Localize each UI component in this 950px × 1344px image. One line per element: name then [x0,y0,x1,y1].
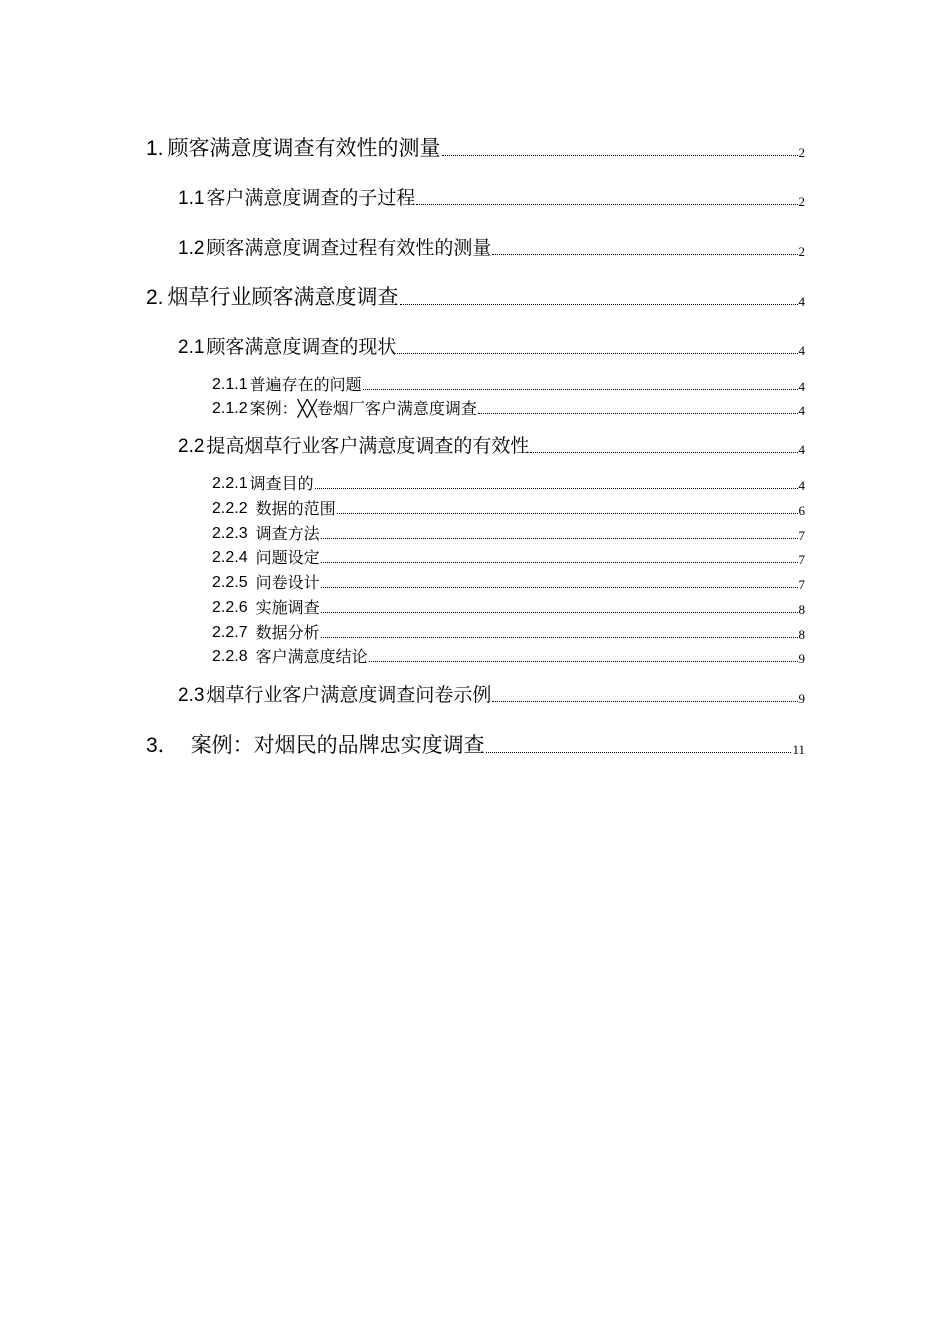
toc-entry-page: 2 [798,145,805,160]
toc-leader-dots [530,452,797,453]
toc-entry[interactable] [212,649,805,665]
toc-entry-title: 顾客满意度调查的现状 [206,336,397,358]
toc-leader-dots [321,612,798,613]
toc-entry-page: 2 [798,244,805,259]
toc-entry-page: 11 [792,742,805,757]
toc-entry-number: 1.1 [178,188,205,209]
toc-entry[interactable] [178,239,805,258]
toc-entry-page: 4 [798,403,805,418]
toc-entry-title: 顾客满意度调查有效性的测量 [167,136,441,160]
toc-entry-number: 2.2.4 [212,549,248,566]
toc-entry[interactable] [212,600,805,616]
toc-entry-number: 2.2 [178,436,205,457]
toc-entry-number: 2.1.1 [212,376,248,393]
toc-entry-page: 4 [798,294,805,309]
toc-leader-dots [478,413,798,414]
toc-entry-page: 7 [798,528,805,543]
toc-entry[interactable] [212,575,805,591]
toc-entry[interactable] [178,338,805,357]
toc-entry-number: 2.2.2 [212,500,248,517]
toc-leader-dots [321,538,798,539]
toc-entry[interactable] [212,476,805,492]
toc-entry[interactable] [178,686,805,705]
toc-entry-title: 普遍存在的问题 [249,375,362,394]
toc-entry-number: 1. [146,137,164,160]
toc-entry-title: 烟草行业客户满意度调查问卷示例 [206,684,492,706]
toc-leader-dots [337,513,798,514]
toc-leader-dots [321,562,798,563]
toc-entry-title: 案例：╳╳卷烟厂客户满意度调查 [249,399,477,418]
toc-entry-page: 6 [798,503,805,518]
toc-entry[interactable] [146,138,805,159]
toc-entry-number: 2. [146,286,164,309]
toc-entry-number: 2.1 [178,337,205,358]
toc-entry-number: 2.2.7 [212,624,248,641]
toc-entry[interactable] [146,735,805,756]
toc-entry-number: 2.2.3 [212,525,248,542]
toc-leader-dots [442,155,798,156]
toc-entry-title: 案例：对烟民的品牌忠实度调查 [190,733,485,757]
toc-entry-number: 2.2.8 [212,648,248,665]
toc-entry-title: 提高烟草行业客户满意度调查的有效性 [206,435,530,457]
toc-entry-title: 实施调查 [255,598,320,617]
toc-entry-number: 1.2 [178,238,205,259]
toc-entry-number: 2.2.5 [212,574,248,591]
toc-leader-dots [321,587,798,588]
toc-leader-dots [321,637,798,638]
toc-leader-dots [315,488,798,489]
toc-leader-dots [486,752,792,753]
toc-entry[interactable] [212,377,805,393]
toc-entry-number: 2.2.1 [212,475,248,492]
toc-leader-dots [400,304,798,305]
toc-entry-page: 4 [798,343,805,358]
toc-entry-number: 3． [146,734,179,757]
toc-entry-page: 9 [798,651,805,666]
toc-entry-page: 4 [798,379,805,394]
toc-entry-page: 7 [798,552,805,567]
toc-entry-page: 2 [798,194,805,209]
toc-entry[interactable] [212,501,805,517]
toc-entry-page: 8 [798,627,805,642]
toc-entry[interactable] [178,437,805,456]
toc-entry-title: 数据分析 [255,623,320,642]
toc-entry[interactable] [212,550,805,566]
toc-entry-title: 烟草行业顾客满意度调查 [167,285,399,309]
toc-entry-title: 客户满意度结论 [255,647,368,666]
toc-entry[interactable] [212,526,805,542]
toc-leader-dots [397,353,797,354]
toc-leader-dots [492,701,797,702]
toc-entry-title: 数据的范围 [255,499,336,518]
toc-entry-number: 2.1.2 [212,400,248,417]
toc-entry-page: 8 [798,602,805,617]
toc-entry[interactable] [212,401,805,417]
toc-leader-dots [363,389,798,390]
toc-leader-dots [416,204,797,205]
toc-entry-title: 客户满意度调查的子过程 [206,187,416,209]
toc-entry-page: 4 [798,442,805,457]
toc-leader-dots [492,254,797,255]
toc-entry-page: 7 [798,577,805,592]
toc-entry-title: 顾客满意度调查过程有效性的测量 [206,237,492,259]
toc-entry-number: 2.3 [178,685,205,706]
toc-entry-title: 调查方法 [255,524,320,543]
toc-entry[interactable] [212,625,805,641]
toc-entry[interactable] [146,287,805,308]
toc-entry-title: 问题设定 [255,548,320,567]
toc-entry-page: 4 [798,478,805,493]
toc-leader-dots [369,661,798,662]
toc-entry[interactable] [178,189,805,208]
toc-entry-page: 9 [798,691,805,706]
toc-entry-title: 调查目的 [249,474,314,493]
toc-entry-title: 问卷设计 [255,573,320,592]
toc-entry-number: 2.2.6 [212,599,248,616]
